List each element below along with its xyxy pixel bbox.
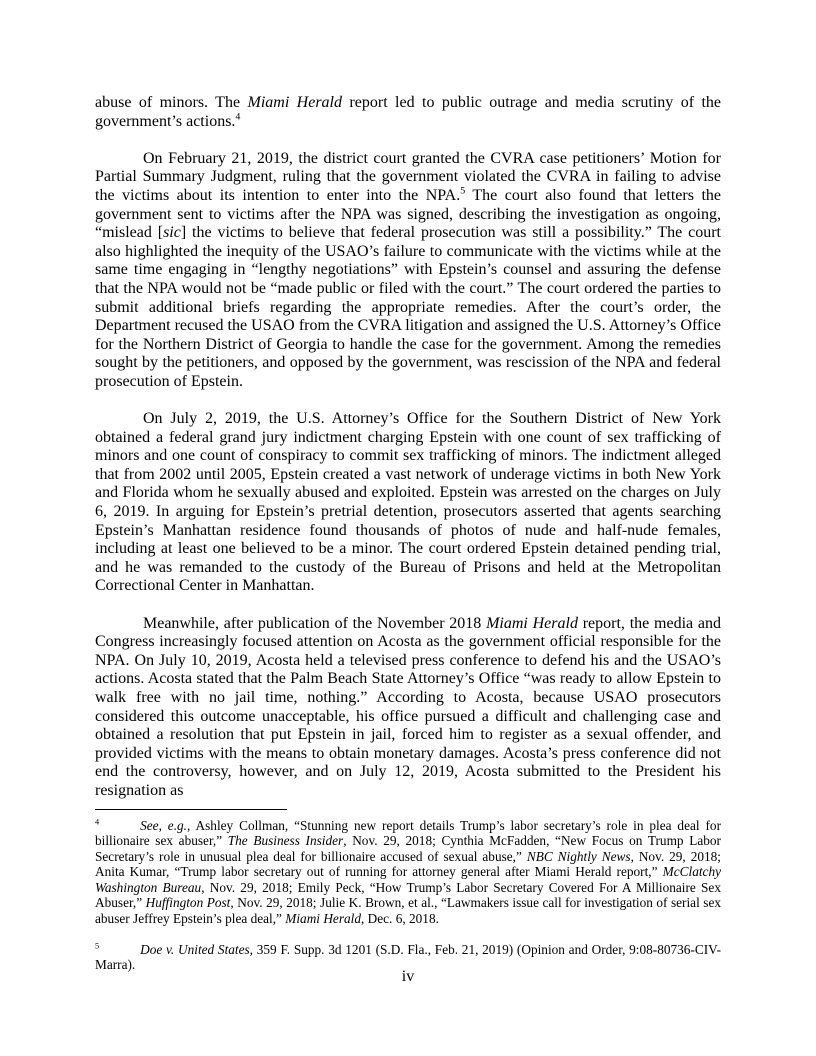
body-paragraph: Meanwhile, after publication of the November 2018 Miami Herald report, the media and Congress increasingly focused attention on Acosta as the government official responsible for the NPA. On July 10, 2019, Acosta held a televised press conference to defend his and the USAO’s actions. Acosta stated that the Palm Beach State Attorney’s Office “was ready to allow Epstein to walk free with no jail time, nothing.” According to Acosta, because USAO prosecutors considered this outcome unacceptable, his office pursued a difficult and challenging case and obtained a resolution that put Epstein in jail, forced him to register as a sexual offender, and provided victims with the means to obtain monetary damages. Acosta’s press conference did not end the controversy, however, and on July 12, 2019, Acosta submitted to the President his resignation as [95, 614, 721, 799]
footnote-marker: 5 [95, 941, 100, 951]
footnote [95, 818, 721, 927]
body-paragraph: abuse of minors. The Miami Herald report led to public outrage and media scrutiny of the government’s actions.$^4$ [95, 94, 722, 130]
footnote-text: Doe v. United States, 359 F. Supp. 3d 1201 (S.D. Fla., Feb. 21, 2019) (Opinion and Order, 9:08-80736-CIV-Marra). [95, 941, 721, 973]
footnote-separator [95, 809, 287, 810]
page-number: iv [401, 968, 415, 985]
footnote-marker: 4 [95, 817, 100, 827]
body-paragraph: On February 21, 2019, the district court granted the CVRA case petitioners’ Motion for Partial Summary Judgment, ruling that the government violated the CVRA in failing to advise the victims about its intention to enter into the NPA.$^5$ The court also found that letters the government sent to victims after the NPA was signed, describing the investigation as ongoing, “mislead [sic] the victims to believe that federal prosecution was still a possibility.” The court also highlighted the inequity of the USAO’s failure to communicate with the victims while at the same time engaging in “lengthy negotiations” with Epstein’s counsel and assuring the defense that the NPA would not be “made public or filed with the court.” The court ordered the parties to submit additional briefs regarding the appropriate remedies. After the court’s order, the Department recused the USAO from the CVRA litigation and assigned the U.S. Attorney’s Office for the Northern District of Georgia to handle the case for the government. Among the remedies sought by the petitioners, and opposed by the government, was rescission of the NPA and federal prosecution of Epstein. [95, 149, 721, 390]
body-paragraph: On July 2, 2019, the U.S. Attorney’s Office for the Southern District of New York obtained a federal grand jury indictment charging Epstein with one count of sex trafficking of minors and one count of conspiracy to commit sex trafficking of minors. The indictment alleged that from 2002 until 2005, Epstein created a vast network of underage victims in both New York and Florida whom he sexually abused and exploited. Epstein was arrested on the charges on July 6, 2019. In arguing for Epstein’s pretrial detention, prosecutors asserted that agents searching Epstein’s Manhattan residence found thousands of photos of nude and half-nude females, including at least one believed to be a minor. The court ordered Epstein detained pending trial, and he was remanded to the custody of the Bureau of Prisons and held at the Metropolitan Correctional Center in Manhattan. [95, 410, 721, 595]
footnote-section [95, 809, 721, 973]
body-text [95, 94, 721, 801]
footnote-text: See, e.g., Ashley Collman, “Stunning new report details Trump’s labor secretary’s role in plea deal for billionaire sex abuser,” The Business Insider, Nov. 29, 2018; Cynthia McFadden, “New Focus on Trump Labor Secretary’s role in unusual plea deal for billionaire accused of sexual abuse,” NBC Nightly News, Nov. 29, 2018; Anita Kumar, “Trump labor secretary out of running for attorney general after Miami Herald report,” McClatchy Washington Bureau, Nov. 29, 2018; Emily Peck, “How Trump’s Labor Secretary Covered For A Millionaire Sex Abuser,” Huffington Post, Nov. 29, 2018; Julie K. Brown, et al., “Lawmakers issue call for investigation of serial sex abuser Jeffrey Epstein’s plea deal,” Miami Herald, Dec. 6, 2018. [95, 817, 722, 926]
